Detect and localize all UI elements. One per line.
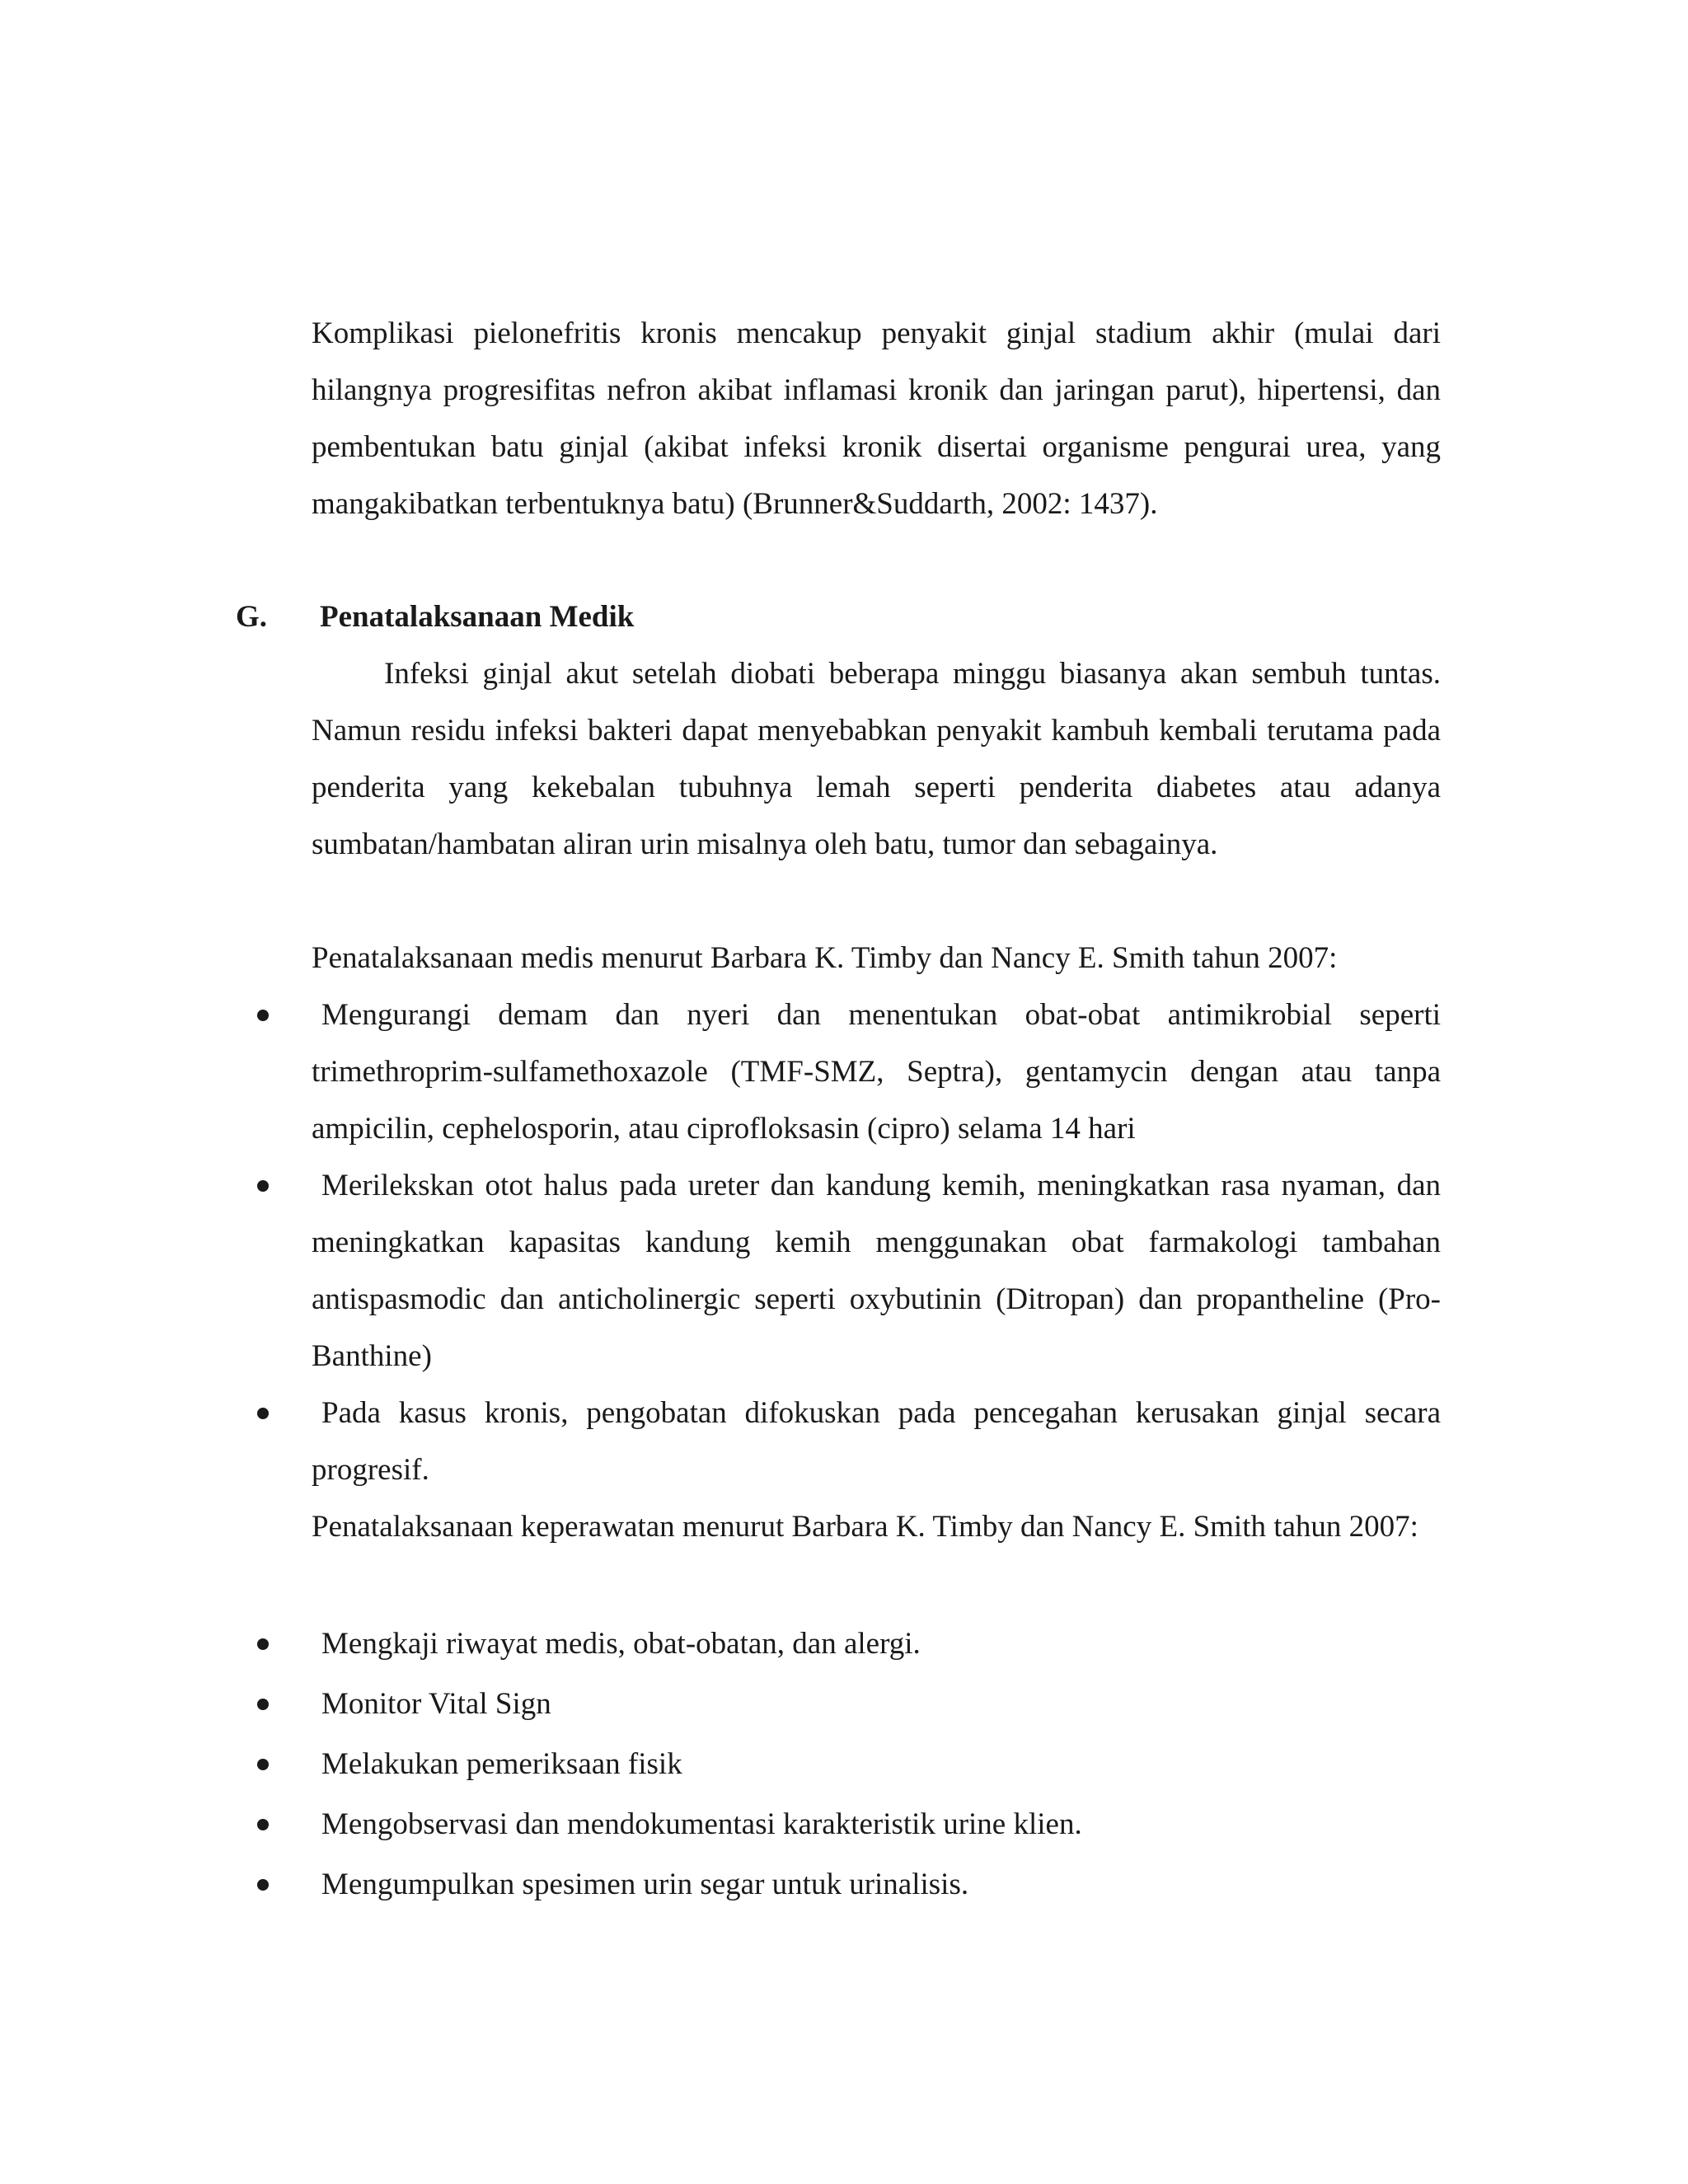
list-item: [0, 1856, 1688, 1916]
list-item-text: Merilekskan otot halus pada ureter dan kandung kemih, meningkatkan rasa nyaman, dan meningkatkan kapasitas kandung kemih menggunakan obat farmakologi tambahan antispasmodic dan anticholinergic seperti oxybutinin (Ditropan) dan propantheline (Pro-Banthine): [312, 1169, 1441, 1373]
nursing-intro: Penatalaksanaan keperawatan menurut Barbara K. Timby dan Nancy E. Smith tahun 2007:: [312, 1510, 1418, 1544]
list-item-text: Mengkaji riwayat medis, obat-obatan, dan alergi.: [321, 1627, 921, 1661]
list-item: [0, 1157, 1688, 1385]
list-item-text: Mengurangi demam dan nyeri dan menentukan obat-obat antimikrobial seperti trimethroprim-sulfamethoxazole (TMF-SMZ, Septra), gentamycin dengan atau tanpa ampicilin, cephelosporin, atau ciprofloksasin (cipro) selama 14 hari: [312, 998, 1441, 1146]
list-item: [0, 987, 1688, 1157]
list-item-text: Monitor Vital Sign: [321, 1687, 551, 1721]
section-title: Penatalaksanaan Medik: [320, 600, 635, 634]
section-marker: G.: [236, 600, 268, 634]
list-item-text: Melakukan pemeriksaan fisik: [321, 1747, 682, 1781]
list-item: [0, 1736, 1688, 1796]
intro-paragraph: Komplikasi pielonefritis kronis mencakup penyakit ginjal stadium akhir (mulai dari hilangnya progresifitas nefron akibat inflamasi kronik dan jaringan parut), hipertensi, dan pembentukan batu ginjal (akibat infeksi kronik disertai organisme pengurai urea, yang mangakibatkan terbentuknya batu) (Brunner&Suddarth, 2002: 1437).: [312, 316, 1441, 521]
bullet-icon: [257, 1699, 269, 1710]
bullet-icon: [257, 1759, 269, 1770]
list-item: [0, 1675, 1688, 1736]
list-item: [0, 1615, 1688, 1675]
list-item: [0, 1796, 1688, 1856]
bullet-icon: [257, 1180, 269, 1192]
list-item-text: Mengobservasi dan mendokumentasi karakteristik urine klien.: [321, 1807, 1082, 1841]
section-paragraph: Infeksi ginjal akut setelah diobati beberapa minggu biasanya akan sembuh tuntas. Namun residu infeksi bakteri dapat menyebabkan penyakit kambuh kembali terutama pada penderita yang kekebalan tubuhnya lemah seperti penderita diabetes atau adanya sumbatan/hambatan aliran urin misalnya oleh batu, tumor dan sebagainya.: [312, 657, 1441, 861]
list-item: [0, 1385, 1688, 1498]
list-item-text: Mengumpulkan spesimen urin segar untuk urinalisis.: [321, 1868, 969, 1901]
bullet-icon: [257, 1638, 269, 1650]
bullet-icon: [257, 1879, 269, 1891]
bullet-icon: [257, 1408, 269, 1419]
nursing-list: [0, 1615, 1688, 1916]
bullet-icon: [257, 1010, 269, 1021]
bullet-icon: [257, 1819, 269, 1830]
medical-intro: Penatalaksanaan medis menurut Barbara K. Timby dan Nancy E. Smith tahun 2007:: [312, 941, 1338, 975]
list-item-text: Pada kasus kronis, pengobatan difokuskan pada pencegahan kerusakan ginjal secara progresif.: [312, 1396, 1441, 1487]
medical-list: [0, 987, 1688, 1498]
